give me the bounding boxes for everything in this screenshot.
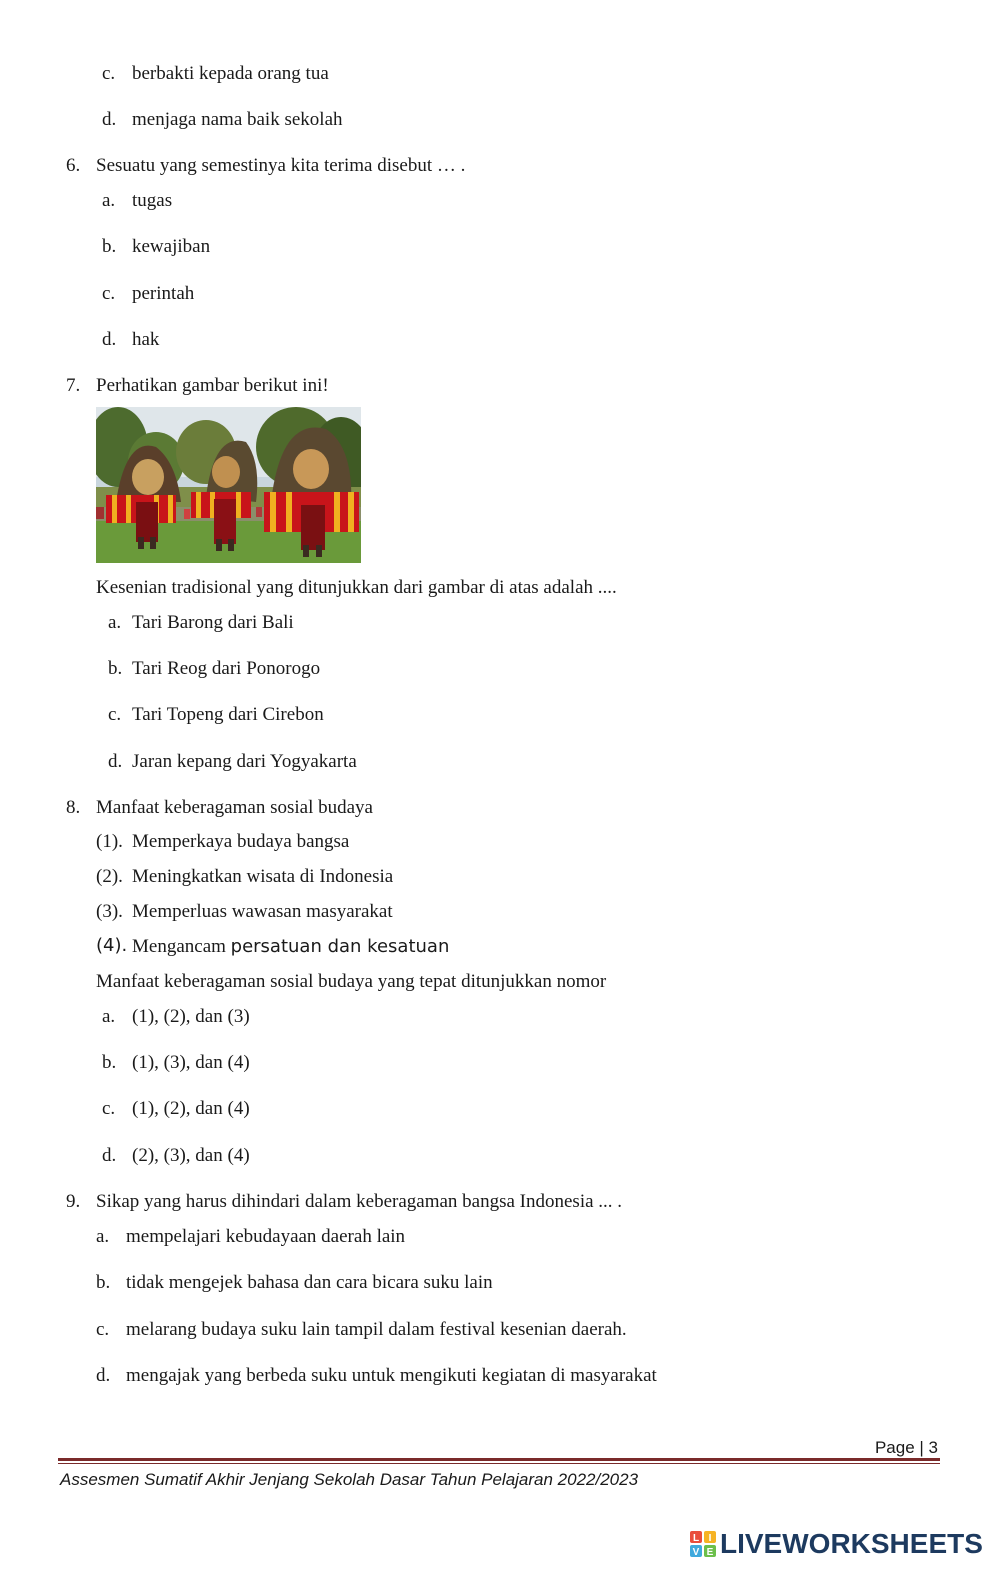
option-text: mempelajari kebudayaan daerah lain [126,1226,406,1247]
option-letter: d. [108,751,123,772]
question-text: Sikap yang harus dihindari dalam keberagaman bangsa Indonesia ... . [96,1191,623,1212]
option-text: tugas [132,190,173,211]
statement-label: (1). [96,831,123,852]
statement-text: Memperluas wawasan masyarakat [132,901,393,922]
statement-text: Meningkatkan wisata di Indonesia [132,866,394,887]
option-text: berbakti kepada orang tua [132,63,329,84]
option-letter: a. [108,612,122,633]
option-letter: d. [96,1365,111,1386]
option-text: Tari Reog dari Ponorogo [132,658,321,679]
statement-label: (3). [96,901,123,922]
footer-rule-thin [58,1463,940,1464]
brand-name: LIVEWORKSHEETS [720,1528,983,1559]
option-letter: b. [102,236,117,257]
question-number: 8. [66,797,81,818]
logo-letter: I [708,1533,712,1544]
option-text: (2), (3), dan (4) [132,1145,250,1166]
option-letter: d. [102,329,117,350]
option-letter: b. [96,1272,111,1293]
question-number: 9. [66,1191,81,1212]
option-text: Jaran kepang dari Yogyakarta [132,751,357,772]
reog-dance-photo [96,407,361,563]
footer-rule [58,1458,940,1461]
logo-letter: V [692,1547,700,1557]
page-number: Page | 3 [874,1438,938,1457]
option-text: Tari Topeng dari Cirebon [132,704,324,725]
option-text: (1), (2), dan (3) [132,1006,250,1027]
question-prompt: Kesenian tradisional yang ditunjukkan dari gambar di atas adalah .... [96,577,617,598]
option-text: tidak mengejek bahasa dan cara bicara suku lain [126,1272,493,1293]
liveworksheets-logo [690,1528,983,1560]
option-letter: a. [102,190,116,211]
option-text: mengajak yang berbeda suku untuk mengikuti kegiatan di masyarakat [126,1365,657,1386]
statement-text: Memperkaya budaya bangsa [132,831,350,852]
statement-text-serif: Mengancam [132,936,231,957]
option-letter: b. [108,658,123,679]
option-letter: b. [102,1052,117,1073]
option-letter: c. [96,1319,110,1340]
option-letter: a. [96,1226,110,1247]
option-text: Tari Barong dari Bali [132,612,294,633]
statement-text [132,937,449,956]
option-text: hak [132,329,160,350]
option-letter: d. [102,1145,117,1166]
option-letter: c. [102,1098,116,1119]
question-number: 6. [66,155,81,176]
question-text: Perhatikan gambar berikut ini! [96,375,329,396]
option-letter: a. [102,1006,116,1027]
liveworksheets-logo-icon [690,1531,716,1557]
question-text: Manfaat keberagaman sosial budaya [96,797,373,818]
statement-label: (4). [96,935,128,956]
statement-text-sans: persatuan dan kesatuan [230,936,450,957]
logo-letter: E [706,1547,714,1557]
option-text: (1), (3), dan (4) [132,1052,250,1073]
option-text: menjaga nama baik sekolah [132,109,343,130]
option-text: perintah [132,283,195,304]
option-text: melarang budaya suku lain tampil dalam festival kesenian daerah. [126,1319,627,1340]
logo-letter: L [692,1533,700,1544]
question-number: 7. [66,375,81,396]
question-text: Sesuatu yang semestinya kita terima disebut … . [96,155,466,176]
footer-title: Assesmen Sumatif Akhir Jenjang Sekolah Dasar Tahun Pelajaran 2022/2023 [60,1470,639,1489]
option-letter: c. [102,63,116,84]
question-prompt: Manfaat keberagaman sosial budaya yang tepat ditunjukkan nomor [96,971,607,992]
option-letter: d. [102,109,117,130]
option-text: (1), (2), dan (4) [132,1098,250,1119]
statement-label: (2). [96,866,123,887]
option-letter: c. [108,704,122,725]
option-letter: c. [102,283,116,304]
option-text: kewajiban [132,236,211,257]
